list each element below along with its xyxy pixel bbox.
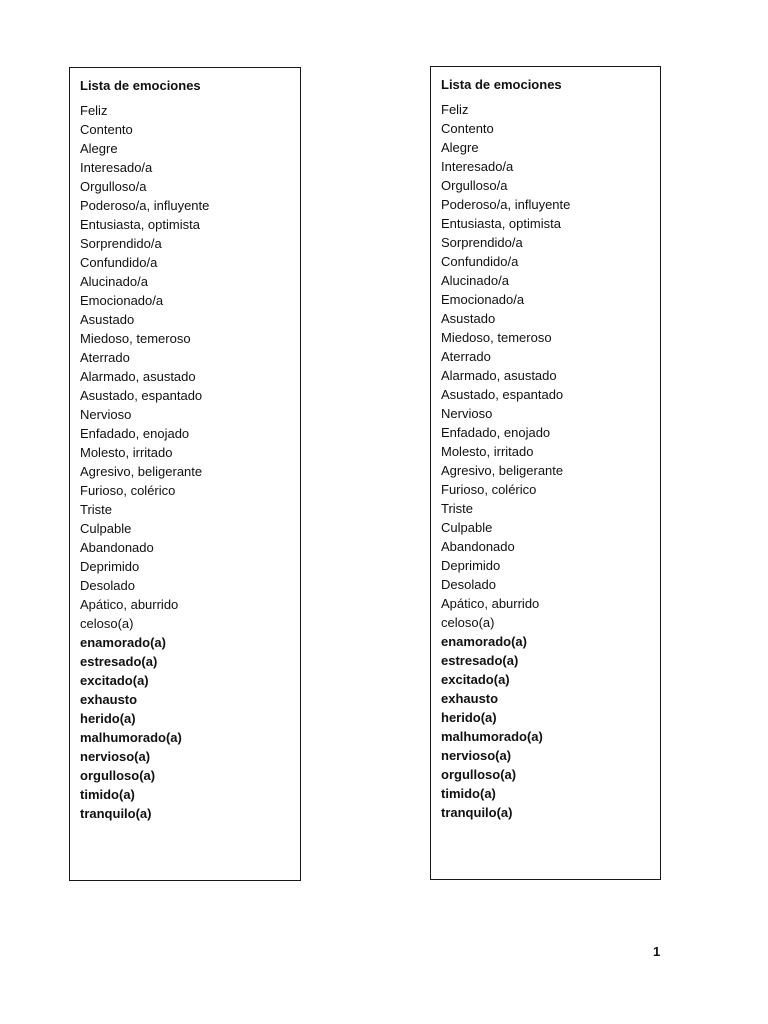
emotion-item: Orgulloso/a [80,179,147,194]
emotion-item: Asustado, espantado [441,387,564,402]
emotion-item: Nervioso [441,406,493,421]
emotion-item: Aterrado [80,350,130,365]
emotion-item: malhumorado(a) [441,729,543,744]
emotion-item: Poderoso/a, influyente [80,198,210,213]
emotion-item: Entusiasta, optimista [441,216,561,231]
emotion-item: Alegre [441,140,479,155]
emotion-item: excitado(a) [441,672,510,687]
emotion-item: Emocionado/a [80,293,164,308]
emotion-item: Alucinado/a [441,273,509,288]
emotion-item: Nervioso [80,407,132,422]
emotion-item: Deprimido [80,559,140,574]
emotion-item: Furioso, colérico [80,483,176,498]
emotion-item: orgulloso(a) [441,767,517,782]
emotion-item: celoso(a) [441,615,495,630]
emotion-item: Abandonado [80,540,154,555]
emotion-item: Asustado, espantado [80,388,203,403]
emotion-item: Alarmado, asustado [441,368,557,383]
emotion-item: Alucinado/a [80,274,148,289]
emotion-item: timido(a) [441,786,496,801]
emotion-item: enamorado(a) [80,635,166,650]
emotion-item: Contento [441,121,494,136]
emotion-item: excitado(a) [80,673,149,688]
emotion-item: tranquilo(a) [80,806,152,821]
emotions-list-panel-right [430,66,661,880]
emotion-item: Molesto, irritado [80,445,173,460]
emotion-item: Molesto, irritado [441,444,534,459]
emotion-item: Contento [80,122,133,137]
emotion-item: Culpable [441,520,493,535]
emotion-item: Confundido/a [80,255,158,270]
emotion-item: Agresivo, beligerante [80,464,203,479]
emotion-item: Interesado/a [441,159,514,174]
emotion-item: exhausto [80,692,138,707]
emotion-item: herido(a) [441,710,497,725]
emotion-item: Culpable [80,521,132,536]
emotion-item: Furioso, colérico [441,482,537,497]
emotion-item: Apático, aburrido [441,596,540,611]
panel-title: Lista de emociones [441,77,562,92]
emotion-item: Alarmado, asustado [80,369,196,384]
emotions-list-panel-left [69,67,301,881]
emotion-item: timido(a) [80,787,135,802]
emotion-item: orgulloso(a) [80,768,156,783]
emotion-item: celoso(a) [80,616,134,631]
emotion-item: Apático, aburrido [80,597,179,612]
emotion-item: tranquilo(a) [441,805,513,820]
emotion-item: Agresivo, beligerante [441,463,564,478]
emotion-item: Interesado/a [80,160,153,175]
emotion-item: Asustado [441,311,496,326]
emotion-item: Miedoso, temeroso [80,331,191,346]
emotion-item: Confundido/a [441,254,519,269]
emotion-item: Feliz [441,102,469,117]
page-number: 1 [653,944,661,959]
emotions-list [441,100,650,822]
emotion-item: Deprimido [441,558,501,573]
emotion-item: Emocionado/a [441,292,525,307]
emotion-item: nervioso(a) [441,748,512,763]
emotion-item: estresado(a) [80,654,158,669]
emotion-item: Desolado [80,578,135,593]
emotion-item: Sorprendido/a [80,236,162,251]
emotion-item: estresado(a) [441,653,519,668]
emotion-item: malhumorado(a) [80,730,182,745]
emotion-item: exhausto [441,691,499,706]
emotion-item: herido(a) [80,711,136,726]
emotion-item: enamorado(a) [441,634,527,649]
emotion-item: Orgulloso/a [441,178,508,193]
emotion-item: Poderoso/a, influyente [441,197,571,212]
emotion-item: nervioso(a) [80,749,151,764]
panel-title: Lista de emociones [80,78,201,93]
emotion-item: Enfadado, enojado [441,425,551,440]
emotion-item: Triste [441,501,474,516]
emotion-item: Alegre [80,141,118,156]
emotion-item: Desolado [441,577,496,592]
emotion-item: Triste [80,502,113,517]
emotion-item: Asustado [80,312,135,327]
emotion-item: Entusiasta, optimista [80,217,200,232]
emotion-item: Abandonado [441,539,515,554]
emotion-item: Miedoso, temeroso [441,330,552,345]
emotion-item: Feliz [80,103,108,118]
emotion-item: Aterrado [441,349,491,364]
emotion-item: Enfadado, enojado [80,426,190,441]
emotion-item: Sorprendido/a [441,235,523,250]
emotions-list [80,101,290,823]
